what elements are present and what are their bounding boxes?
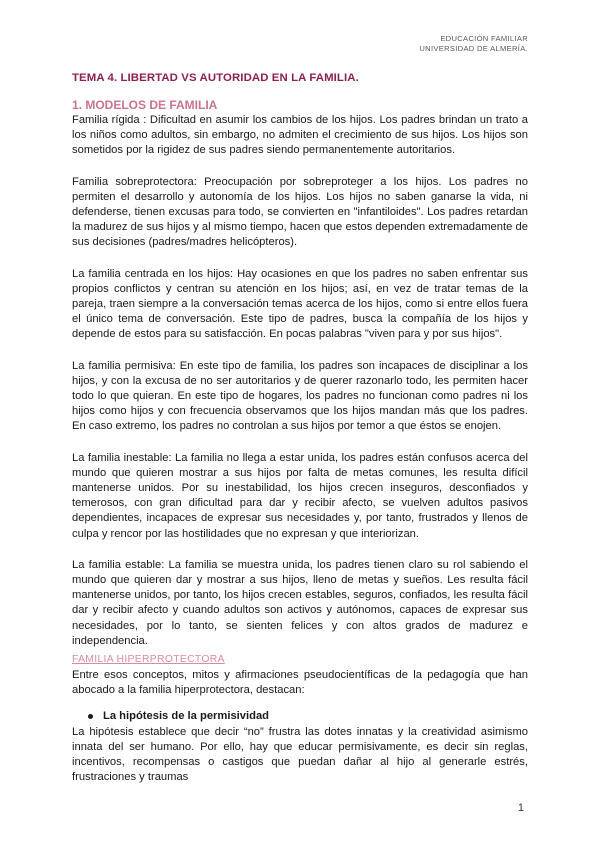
paragraph-familia-inestable: La familia inestable: La familia no llega a estar unida, los padres están confusos acerca del mundo que quieren mostrar a sus hijos por falta de metas comunes, les resulta difícil mantenerse unidos. Por su inestabilidad, los hijos crecen inseguros, desconfiados y temerosos, con gran dificultad para dar y recibir afecto, se vuelven adultos pasivos dependientes, incapaces de expresar sus necesidades y, por tanto, frustrados y llenos de culpa y rencor por las hostilidades que no expresan y que interiorizan. — [72, 451, 528, 540]
subsection-heading: FAMILIA HIPERPROTECTORA — [72, 654, 225, 666]
paragraph-familia-centrada: La familia centrada en los hijos: Hay ocasiones en que los padres no saben enfrentar sus propios conflictos y centran su atención en los hijos; así, en vez de tratar temas de la pareja, traen siempre a la conversación temas acerca de los hijos, como si entre ellos fuera el único tema de conversación. Este tipo de padres, busca la compañía de los hijos y depende de estos para su satisfacción. En pocas palabras "viven para y por sus hijos". — [72, 267, 528, 341]
paragraph-familia-permisiva: La familia permisiva: En este tipo de familia, los padres son incapaces de disciplinar a los hijos, y con la excusa de no ser autoritarios y de querer razonarlo todo, les permiten hacer todo lo que quieran. En este tipo de hogares, los padres no funcionan como padres ni los hijos como hijos y con frecuencia observamos que los hijos mandan más que los padres. En caso extremo, los padres no controlan a sus hijos por temor a que éstos se enojen. — [72, 359, 528, 433]
paragraph-familia-sobreprotectora: Familia sobreprotectora: Preocupación por sobreproteger a los hijos. Los padres no permiten el desarrollo y autonomía de los hijos. Los hijos no saben ganarse la vida, ni defenderse, tienen excusas para todo, se convierten en "infantiloides". Los padres retardan la madurez de sus hijos y al mismo tiempo, hacen que estos dependen extremadamente de sus decisiones (padres/madres helicópteros). — [72, 175, 528, 249]
header-course: EDUCACIÓN FAMILIAR — [440, 34, 528, 43]
page-header — [419, 34, 528, 54]
section-heading: 1. MODELOS DE FAMILIA — [72, 98, 218, 112]
bullet-description: La hipótesis establece que decir “no” frustra las dotes innatas y la creatividad asimismo innata del ser humano. Por ello, hay que educar permisivamente, es decir sin reglas, incentivos, recompensas o castigos que puedan dañar al hijo al generarle estrés, frustraciones y traumas — [72, 725, 528, 784]
document-body — [72, 72, 528, 785]
document-title: TEMA 4. LIBERTAD VS AUTORIDAD EN LA FAMILIA. — [72, 72, 359, 84]
page-number: 1 — [517, 802, 524, 814]
bullet-label: La hipótesis de la permisividad — [103, 709, 269, 722]
header-university: UNIVERSIDAD DE ALMERÍA. — [419, 44, 528, 53]
paragraph-familia-rigida: Familia rígida : Dificultad en asumir los cambios de los hijos. Los padres brindan un trato a los niños como adultos, sin embargo, no admiten el crecimiento de sus hijos. Los hijos son sometidos por la rigidez de sus padres siendo permanentemente autoritarios. — [72, 114, 528, 157]
bullet-item — [88, 709, 528, 724]
subsection-intro: Entre esos conceptos, mitos y afirmaciones pseudocientíficas de la pedagogía que han abocado a la familia hiperprotectora, destacan: — [72, 669, 528, 697]
bullet-icon — [88, 714, 93, 719]
paragraph-familia-estable: La familia estable: La familia se muestra unida, los padres tienen claro su rol sabiendo el mundo que quieren dar y mostrar a sus hijos, lleno de metas y sueños. Les resulta fácil mantenerse unidos, por tanto, los hijos crecen estables, seguros, confiados, les resulta fácil dar y recibir afecto y cuando adultos son activos y autónomos, capaces de expresar sus necesidades, por lo tanto, se sienten felices y con altos grados de madurez e independencia. — [72, 558, 528, 647]
